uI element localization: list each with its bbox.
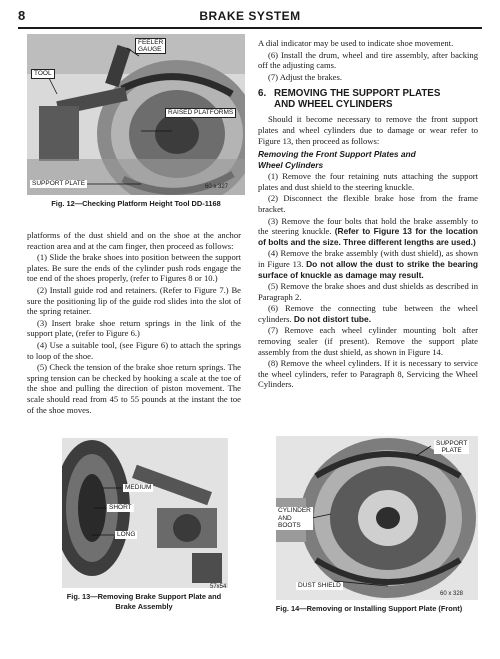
figure-14-caption: Fig. 14—Removing or Installing Support Plate (Front) (275, 604, 463, 613)
step-6: (6) Install the drum, wheel and tire assembly, after backing off the adjusting cams. (258, 49, 478, 71)
removal-step-6: (6) Remove the connecting tube between the wheel cylinders. Do not distort tube. (258, 303, 478, 324)
figure-14-photo (276, 436, 478, 600)
figure-12-photo (27, 34, 245, 195)
sub-heading: Removing the Front Support Plates and Wheel Cylinders (258, 149, 416, 170)
removal-step-4: (4) Remove the brake assembly (with dust shield), as shown in Figure 13. Do not allow the dust to strike the bearing surface of knuckle as damage may result. (258, 248, 479, 280)
paragraph: platforms of the dust shield and on the shoe at the anchor reaction area and at the cam finger, then proceed as follows: (27, 230, 241, 251)
label-support-plate: SUPPORT PLATE (32, 180, 86, 187)
figure-13-caption: Fig. 13—Removing Brake Support Plate and Brake Assembly (66, 592, 222, 611)
page-number: 8 (18, 8, 26, 23)
removal-step-5: (5) Remove the brake shoes and dust shields as described in Paragraph 2. (258, 281, 478, 302)
removal-step-2: (2) Disconnect the flexible brake hose from the frame bracket. (258, 193, 478, 214)
label-support-plate: SUPPORT PLATE (436, 440, 468, 454)
figure-13-illustration (62, 438, 228, 588)
step-5: (5) Check the tension of the brake shoe return springs. The spring tension can be checked by hooking a scale at the toe of the shoe and pulling the direction of piston movement. The scale should read from 45 to 55 pounds at the instant the toe of the shoe moves. (27, 362, 241, 415)
label-long: LONG (117, 531, 136, 538)
paragraph: A dial indicator may be used to indicate shoe movement. (258, 38, 454, 48)
step-3: (3) Insert brake shoe return springs in the link of the support plate, (refer to Figure 6.) (27, 317, 241, 339)
removal-step-8: (8) Remove the wheel cylinders. If it is necessary to service the wheel cylinders, refer to Paragraph 8, Servicing the Wheel Cylinders. (258, 358, 478, 390)
section-heading: 6. REMOVING THE SUPPORT PLATES AND WHEEL CYLINDERS (258, 88, 441, 111)
figure-14-code: 60 x 328 (440, 591, 464, 597)
step-4: (4) Use a suitable tool, (see Figure 6) to attach the springs to loop of the shoe. (27, 339, 241, 361)
step-7: (7) Adjust the brakes. (268, 71, 342, 82)
right-column-text (258, 38, 478, 391)
removal-step-1: (1) Remove the four retaining nuts attaching the support plates and dust shield to the steering knuckle. (258, 171, 478, 192)
page-title: BRAKE SYSTEM (199, 9, 301, 23)
step-1: (1) Slide the brake shoes into position between the support plates. Be sure the ends of the cylinder push rods engage the toe end of the shoes properly, (refer to Figures 8 or 10.) (27, 252, 241, 284)
left-column-text (27, 230, 241, 416)
removal-step-7: (7) Remove each wheel cylinder mounting bolt after removing sealer (if present). Remove the support plate assembly from the dust shield, as shown in Figure 14. (258, 325, 478, 357)
figure-12-caption: Fig. 12—Checking Platform Height Tool DD-1168 (51, 199, 221, 208)
label-short: SHORT (109, 504, 132, 511)
figure-12-code: 60 x 327 (205, 184, 229, 190)
label-dust-shield: DUST SHIELD (298, 582, 341, 589)
label-raised-platforms: RAISED PLATFORMS (165, 108, 236, 118)
paragraph: Should it become necessary to remove the front support plates and wheel cylinders due to damage or wear refer to Figure 13, then proceed as follows: (258, 114, 478, 146)
removal-step-3: (3) Remove the four bolts that hold the brake assembly to the steering knuckle. (Refer to Figure 13 for the location of bolts and the size. Three different lengths are used.) (258, 215, 478, 247)
label-cylinder-and-boots: CYLINDER AND BOOTS (278, 507, 311, 529)
label-medium: MEDIUM (125, 484, 152, 491)
figure-13-photo (62, 438, 228, 588)
page-header (18, 7, 482, 29)
label-tool: TOOL (31, 69, 55, 79)
figure-13-code: 57x54 (210, 584, 227, 590)
step-2: (2) Install guide rod and retainers. (Refer to Figure 7.) Be sure the positioning lip of the guide rod slides into the slot of the spring retainer. (27, 284, 241, 317)
label-feeler-gauge: FEELER GAUGE (135, 38, 166, 54)
